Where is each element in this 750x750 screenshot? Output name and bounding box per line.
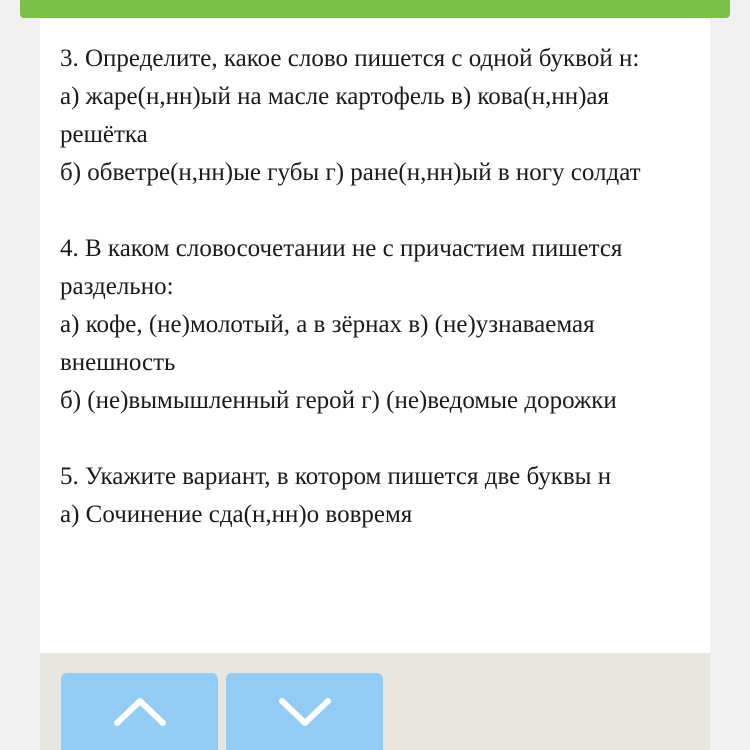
chevron-up-icon <box>111 691 169 731</box>
question-3-option-a: а) жаре(н,нн)ый на масле картофель в) кова(н,нн)ая решётка <box>60 83 616 148</box>
question-4-option-b: б) (не)вымышленный герой г) (не)ведомые дорожки <box>60 387 617 414</box>
question-3-title: 3. Определите, какое слово пишется с одной буквой н: <box>60 45 640 72</box>
chevron-down-icon <box>276 691 334 731</box>
question-text <box>60 40 700 534</box>
question-card <box>40 18 710 653</box>
scroll-up-button[interactable] <box>61 673 218 750</box>
question-4-option-a: а) кофе, (не)молотый, а в зёрнах в) (не)узнаваемая внешность <box>60 311 601 376</box>
question-4-title: 4. В каком словосочетании не с причастием пишется раздельно: <box>60 235 629 300</box>
question-5-option-a: а) Сочинение сда(н,нн)о вовремя <box>60 501 413 528</box>
question-3-option-b: б) обветре(н,нн)ые губы г) ране(н,нн)ый в ногу солдат <box>60 159 641 186</box>
scroll-down-button[interactable] <box>226 673 383 750</box>
top-accent-bar <box>20 0 730 18</box>
question-5-title: 5. Укажите вариант, в котором пишется две буквы н <box>60 463 612 490</box>
